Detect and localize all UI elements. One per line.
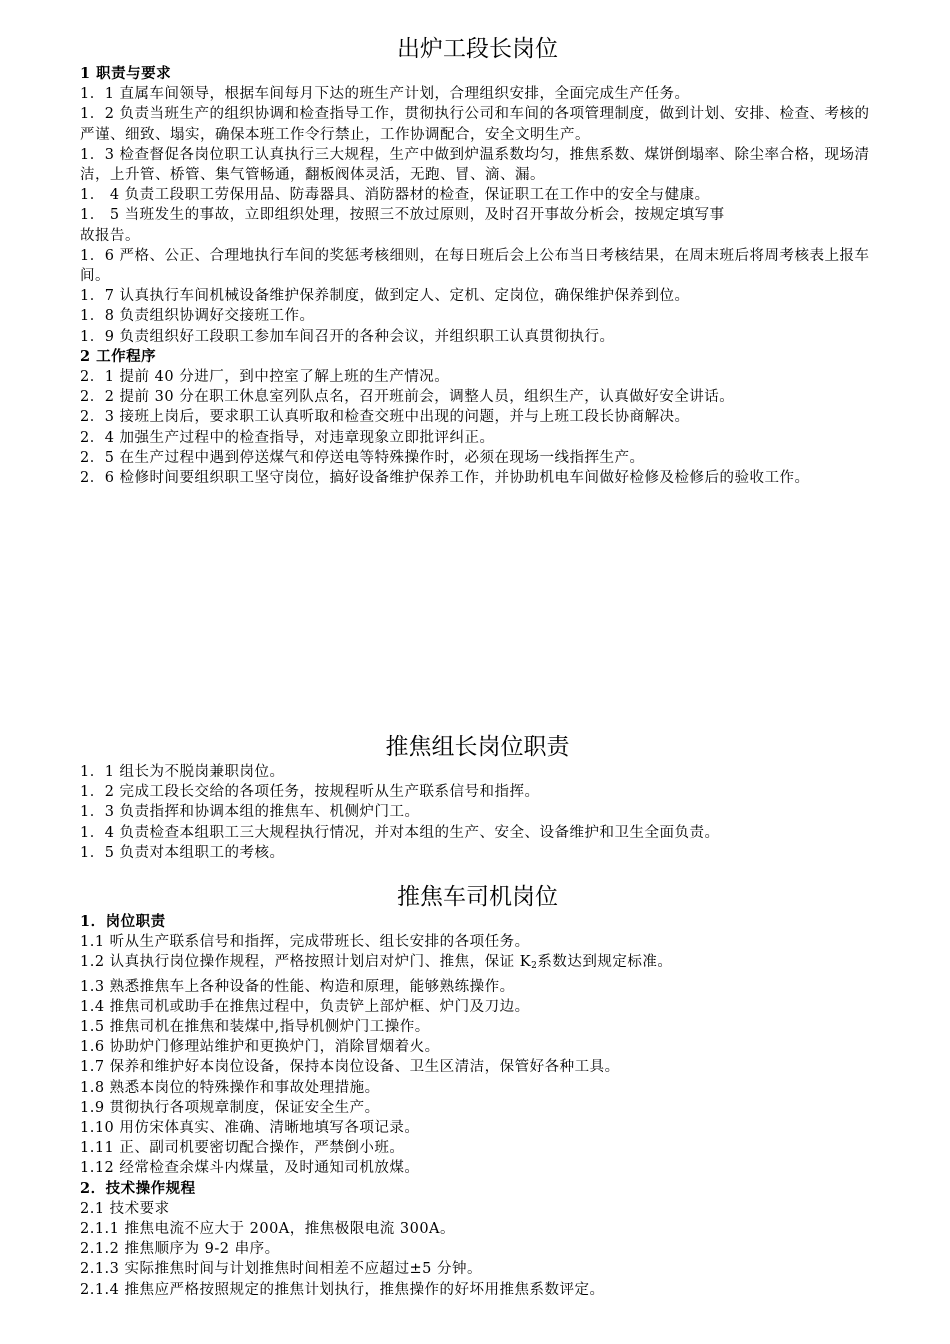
list-item — [80, 952, 875, 976]
list-item: 1． 5 当班发生的事故，立即组织处理，按照三不放过原则，及时召开事故分析会，按规定填写事故报告。 — [80, 207, 725, 244]
list-item: 1．5 负责对本组职工的考核。 — [80, 844, 285, 861]
list-item: 2.1.2 推焦顺序为 9-2 串序。 — [80, 1241, 280, 1258]
section-heading: 2 工作程序 — [80, 347, 157, 365]
list-item: 2.1.1 推焦电流不应大于 200A，推焦极限电流 300A。 — [80, 1221, 456, 1238]
list-item: 2．6 检修时间要组织职工坚守岗位，搞好设备维护保养工作，并协助机电车间做好检修及检修后的验收工作。 — [80, 470, 810, 487]
list-item-text: 系数达到规定标准。 — [537, 954, 673, 971]
list-item: 1.6 协助炉门修理站维护和更换炉门，消除冒烟着火。 — [80, 1039, 440, 1056]
list-item: 2.1 技术要求 — [80, 1200, 170, 1217]
list-item: 1．1 组长为不脱岗兼职岗位。 — [80, 764, 285, 780]
list-item: 1.8 熟悉本岗位的特殊操作和事故处理措施。 — [80, 1079, 380, 1096]
list-item: 1.4 推焦司机或助手在推焦过程中，负责铲上部炉框、炉门及刀边。 — [80, 998, 530, 1015]
list-item: 2．3 接班上岗后，要求职工认真听取和检查交班中出现的问题，并与上班工段长协商解决。 — [80, 409, 690, 426]
list-item: 1．1 直属车间领导，根据车间每月下达的班生产计划，合理组织安排，全面完成生产任务。 — [80, 86, 690, 103]
section-title: 推焦车司机岗位 — [397, 884, 558, 910]
list-item: 1．2 完成工段长交给的各项任务，按规程听从生产联系信号和指挥。 — [80, 784, 540, 801]
list-item: 1．2 负责当班生产的组织协调和检查指导工作，贯彻执行公司和车间的各项管理制度，做到计划、安排、检查、考核的严谨、细致、塌实，确保本班工作令行禁止，工作协调配合，安全文明生产。 — [80, 106, 870, 143]
list-item-text: 1.2 认真执行岗位操作规程，严格按照计划启对炉门、推焦，保证 K — [80, 954, 532, 971]
list-item: 1.5 推焦司机在推焦和装煤中,指导机侧炉门工操作。 — [80, 1019, 430, 1036]
list-item: 1.3 熟悉推焦车上各种设备的性能、构造和原理，能够熟练操作。 — [80, 978, 515, 995]
list-item: 2.1.3 实际推焦时间与计划推焦时间相差不应超过±5 分钟。 — [80, 1261, 482, 1278]
list-item: 1． 4 负责工段职工劳保用品、防毒器具、消防器材的检查，保证职工在工作中的安全与健康。 — [80, 187, 710, 204]
list-item: 1．8 负责组织协调好交接班工作。 — [80, 308, 315, 325]
subscript: 2 — [531, 961, 538, 972]
section-tapping-foreman — [80, 34, 875, 488]
list-item: 2．4 加强生产过程中的检查指导，对违章现象立即批评纠正。 — [80, 429, 495, 446]
list-item: 1.1 听从生产联系信号和指挥，完成带班长、组长安排的各项任务。 — [80, 934, 530, 951]
list-item: 1．7 认真执行车间机械设备维护保养制度，做到定人、定机、定岗位，确保维护保养到位。 — [80, 288, 690, 305]
list-item: 1．9 负责组织好工段职工参加车间召开的各种会议，并组织职工认真贯彻执行。 — [80, 328, 615, 345]
section-pusher-driver — [80, 882, 875, 1300]
section-title: 出炉工段长岗位 — [397, 36, 558, 62]
list-item: 1.9 贯彻执行各项规章制度，保证安全生产。 — [80, 1099, 380, 1116]
list-item: 1.11 正、副司机要密切配合操作，严禁倒小班。 — [80, 1140, 405, 1157]
list-item: 1．4 负责检查本组职工三大规程执行情况，并对本组的生产、安全、设备维护和卫生全面负责。 — [80, 824, 720, 841]
list-item: 1．6 严格、公正、合理地执行车间的奖惩考核细则，在每日班后会上公布当日考核结果，在周末班后将周考核表上报车间。 — [80, 247, 870, 285]
section-heading: 2．技术操作规程 — [80, 1179, 196, 1197]
list-item: 1.10 用仿宋体真实、准确、清晰地填写各项记录。 — [80, 1120, 420, 1137]
section-heading: 1 职责与要求 — [80, 65, 172, 82]
list-item: 1．3 检查督促各岗位职工认真执行三大规程，生产中做到炉温系数均匀，推焦系数、煤饼倒塌率、除尘率合格，现场清洁，上升管、桥管、集气管畅通，翻板阀体灵活，无跑、冒、滴、漏。 — [80, 146, 870, 184]
list-item: 2．1 提前 40 分进厂，到中控室了解上班的生产情况。 — [80, 369, 450, 386]
list-item: 2．5 在生产过程中遇到停送煤气和停送电等特殊操作时，必须在现场一线指挥生产。 — [80, 449, 645, 466]
list-item: 2.1.4 推焦应严格按照规定的推焦计划执行，推焦操作的好坏用推焦系数评定。 — [80, 1281, 605, 1298]
list-item: 2．2 提前 30 分在职工休息室列队点名，召开班前会，调整人员，组织生产，认真做好安全讲话。 — [80, 389, 735, 406]
section-heading: 1．岗位职责 — [80, 913, 166, 930]
list-item: 1．3 负责指挥和协调本组的推焦车、机侧炉门工。 — [80, 804, 420, 821]
section-pusher-group-leader — [80, 732, 875, 863]
list-item: 1.7 保养和维护好本岗位设备，保持本岗位设备、卫生区清洁，保管好各种工具。 — [80, 1059, 620, 1076]
section-title: 推焦组长岗位职责 — [385, 734, 570, 760]
list-item: 1.12 经常检查余煤斗内煤量，及时通知司机放煤。 — [80, 1160, 420, 1177]
